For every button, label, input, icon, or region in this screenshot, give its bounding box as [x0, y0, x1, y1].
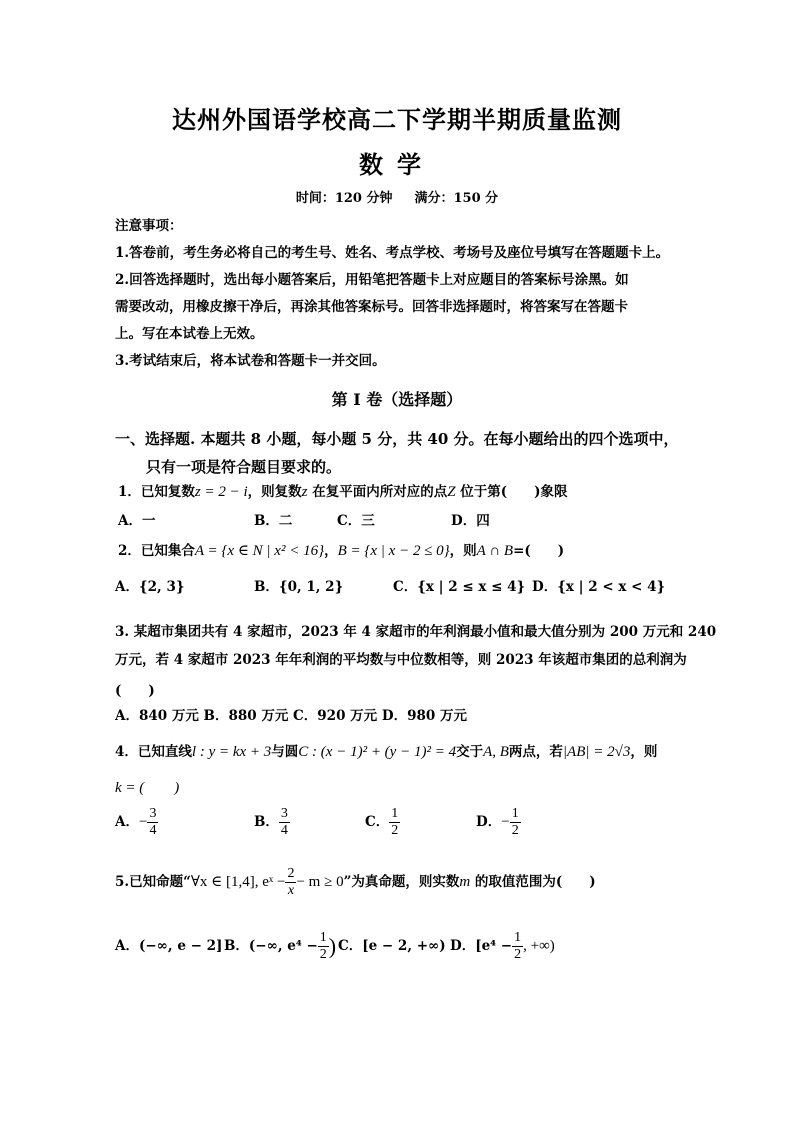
- note-3: 3.考试结束后，将本试卷和答题卡一并交回。: [115, 353, 386, 369]
- question-2: 2．已知集合A = {x ∈ N | x² < 16}，B = {x | x − 2 ≤ 0}，则A ∩ B=( ): [118, 543, 565, 559]
- exam-time: 时间：120 分钟: [295, 191, 393, 206]
- question-3-line-2: 万元，若 4 家超市 2023 年年利润的平均数与中位数相等，则 2023 年该超市集团的总利润为: [115, 652, 687, 668]
- question-1: 1．已知复数z = 2 − i，则复数z 在复平面内所对应的点Z 位于第( )象限: [118, 484, 568, 500]
- question-3-line-1: 3. 某超市集团共有 4 家超市，2023 年 4 家超市的年利润最小值和最大值分别为 200 万元和 240: [115, 624, 717, 640]
- q5-option-a: A．(−∞, e − 2]: [115, 938, 223, 954]
- q2-option-a: A．{2, 3}: [115, 579, 185, 595]
- fraction: $\frac{1}{2}$: [319, 930, 327, 962]
- q2-option-d: D．{x | 2 < x < 4}: [532, 579, 666, 595]
- q4-option-a: A．− $\frac{3}{4}$: [115, 806, 157, 838]
- line-equation: l : y = kx + 3: [191, 744, 272, 760]
- question-4: 4．已知直线l : y = kx + 3与圆C : (x − 1)² + (y − 1)² = 4交于A, B两点，若|AB| = 2√3，则: [115, 744, 658, 760]
- q1-option-d: D．四: [451, 513, 490, 529]
- part1-title: 第 I 卷（选择题）: [331, 390, 463, 409]
- question-3-line-3: ( ): [115, 683, 155, 699]
- q5-option-d: D．[e⁴ − $\frac{1}{2}$ , +∞): [450, 930, 555, 962]
- question-4-line-2: k = ( ): [115, 780, 180, 796]
- fraction: $\frac{3}{4}$: [280, 806, 288, 838]
- fraction: $\frac{1}{2}$: [511, 806, 519, 838]
- note-1: 1.答卷前，考生务必将自己的考生号、姓名、考点学校、考场号及座位号填写在答题题卡上。: [115, 245, 670, 261]
- set-b-expr: B = {x | x − 2 ≤ 0}: [337, 543, 450, 559]
- exam-school-title: 达州外国语学校高二下学期半期质量监测: [172, 105, 622, 134]
- notes-heading: 注意事项：: [115, 218, 183, 234]
- section-instructions-line-1: 一、选择题. 本题共 8 小题，每小题 5 分，共 40 分。在每小题给出的四个选项中，: [115, 430, 679, 448]
- fraction: $\frac{3}{4}$: [149, 806, 157, 838]
- fraction: $\frac{1}{2}$: [514, 930, 522, 962]
- section-instructions-line-2: 只有一项是符合题目要求的。: [146, 458, 342, 476]
- question-5: 5.已知命题“∀x ∈ [1,4], eˣ − $\frac{2}{x}$ − m ≥ 0”为真命题，则实数m 的取值范围为( ): [115, 866, 596, 898]
- exam-meta: [0, 187, 794, 206]
- q5-option-b: B．(−∞, e⁴ − $\frac{1}{2}$ ): [224, 930, 337, 962]
- note-2-line-2: 需要改动，用橡皮擦干净后，再涂其他答案标号。回答非选择题时，将答案写在答题卡: [115, 299, 628, 315]
- chord-length-expr: |AB| = 2√3: [562, 744, 631, 760]
- proposition-expr: ∀x ∈ [1,4], eˣ −: [190, 874, 286, 890]
- complex-number-expr: z = 2 − i: [194, 484, 248, 500]
- note-2-line-3: 上。写在本试卷上无效。: [115, 326, 264, 342]
- set-a-expr: A = {x ∈ N | x² < 16}: [194, 543, 325, 559]
- q2-option-b: B．{0, 1, 2}: [254, 579, 344, 595]
- q1-option-c: C．三: [337, 513, 375, 529]
- q2-option-c: C．{x | 2 ≤ x ≤ 4}: [393, 579, 526, 595]
- q4-option-b: B． $\frac{3}{4}$: [254, 806, 288, 838]
- note-2-line-1: 2.回答选择题时，选出每小题答案后，用铅笔把答题卡上对应题目的答案标号涂黑。如: [115, 272, 629, 288]
- q4-option-c: C． $\frac{1}{2}$: [365, 806, 399, 838]
- q5-option-c: C．[e − 2, +∞): [338, 938, 446, 954]
- intersection-expr: A ∩ B: [476, 543, 514, 559]
- circle-equation: C : (x − 1)² + (y − 1)² = 4: [298, 744, 457, 760]
- q1-option-b: B．二: [254, 513, 293, 529]
- fraction: $\frac{1}{2}$: [391, 806, 399, 838]
- fraction: $\frac{2}{x}$: [287, 866, 295, 898]
- q1-option-a: A．一: [118, 513, 156, 529]
- exam-subject: 数学: [359, 150, 435, 179]
- exam-score: 满分：150 分: [414, 191, 499, 206]
- q4-option-d: D．− $\frac{1}{2}$: [476, 806, 519, 838]
- q3-options: A．840 万元 B．880 万元 C．920 万元 D．980 万元: [115, 708, 467, 724]
